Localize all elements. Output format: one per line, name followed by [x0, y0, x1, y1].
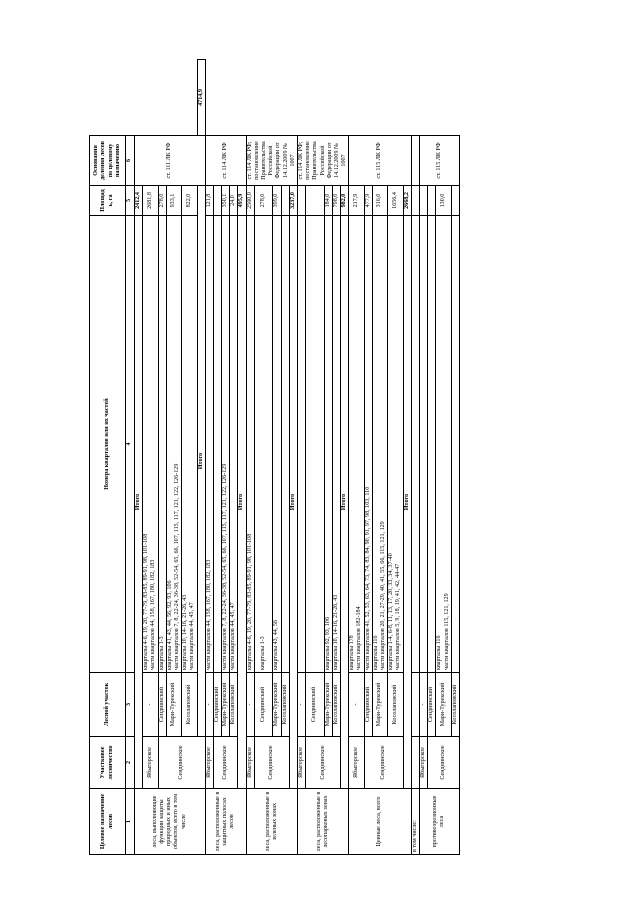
quarters-cell: кварталы 43, 44, 56: [273, 216, 281, 673]
area-cell: 495,9: [238, 186, 246, 216]
empty-cell: [411, 216, 419, 673]
header-purpose: Целевое назначение лесов: [90, 789, 126, 855]
header-basis: Основания деления лесов по целевому назначению: [90, 136, 126, 186]
quarters-cell: [213, 216, 221, 673]
district-cell: Сенднинское: [306, 737, 341, 789]
area-cell: 2681,8: [143, 186, 158, 216]
plot-cell: Косолаповский: [332, 673, 340, 737]
empty-cell: [411, 673, 419, 737]
table-row: [419, 60, 427, 855]
table-row: [135, 60, 143, 855]
col-num: 3: [126, 673, 135, 737]
subtotal-label: Итого: [238, 216, 246, 789]
table-row: [297, 60, 305, 855]
area-cell: 798,0: [332, 186, 340, 216]
area-cell: 2560,0: [246, 186, 254, 216]
subtotal-label: Итого: [197, 186, 205, 737]
area-cell: 2668,2: [403, 186, 411, 216]
plot-cell: Сенднинский: [158, 673, 166, 737]
area-cell: 217,9: [349, 186, 364, 216]
quarters-cell: [428, 216, 436, 673]
plot-cell: Косолаповский: [230, 673, 238, 737]
quarters-cell: кварталы 116 части кварталов 115, 121, 129: [436, 216, 451, 673]
district-cell: Ябыгорское: [349, 737, 364, 789]
area-cell: [281, 186, 289, 216]
plot-cell: Сенднинский: [428, 673, 436, 737]
plot-cell: Мари-Турекский: [372, 673, 387, 737]
plot-cell: Сенднинский: [213, 673, 221, 737]
subtotal-label: Итого: [341, 216, 349, 789]
quarters-cell: кварталы 1-3: [254, 216, 273, 673]
district-cell: Ябыгорское: [205, 737, 213, 789]
quarters-cell: кварталы 4-6, 19, 20, 77-79, 83-85, 89-91, 98, 101-108: [246, 216, 254, 673]
area-cell: 350,1: [222, 186, 230, 216]
col-num: 2: [126, 737, 135, 789]
area-cell: [428, 186, 436, 216]
purpose-cell: леса, расположенные в защитных полосах лесов: [205, 789, 246, 855]
quarters-cell: [297, 216, 305, 673]
empty-cell: [411, 186, 419, 216]
district-cell: Ябыгорское: [419, 737, 427, 789]
basis-cell: ст. 114 ЛК РФ; постановление Правительства Российской Федерации от 14.12.2009 № 1007: [297, 136, 348, 186]
header-quarters: Номера кварталов или их частей: [90, 216, 126, 673]
total-label: Итого: [135, 216, 143, 789]
quarters-cell: части кварталов 7, 8, 22-24, 36-38, 52-54, 65, 66, 107, 115, 117, 121, 122, 126-129: [222, 216, 230, 673]
col-num: 5: [126, 186, 135, 216]
area-cell: 24,0: [230, 186, 238, 216]
plot-cell: -: [143, 673, 158, 737]
quarters-cell: кварталы 178 части кварталов 182-184: [349, 216, 364, 673]
area-cell: [213, 186, 221, 216]
area-cell: 316,0: [372, 186, 387, 216]
including-label: в том числе:: [411, 789, 419, 855]
forest-purpose-table: [89, 59, 460, 855]
area-cell: 278,0: [254, 186, 273, 216]
quarters-cell: кварталы 10, 14-16, 21-26, 43: [332, 216, 340, 673]
purpose-cell: леса, расположенные в зеленых зонах: [246, 789, 297, 855]
basis-cell: ст. 114 ЛК РФ; постановление Правительства Российской Федерации от 14.12.2009 № 1007: [246, 136, 297, 186]
area-cell: 3237,0: [289, 186, 297, 216]
quarters-cell: кварталы 92, 93, 106: [324, 216, 332, 673]
purpose-cell: противоэрозионные леса: [419, 789, 459, 855]
header-area: Площадь, га: [90, 186, 126, 216]
district-cell: Сенднинское: [364, 737, 403, 789]
subtotal-label: Итого: [289, 216, 297, 789]
quarters-cell: [419, 216, 427, 673]
plot-cell: Косолаповский: [182, 673, 197, 737]
subtotal-label: Итого: [403, 216, 411, 789]
area-cell: 184,0: [324, 186, 332, 216]
plot-cell: Косолаповский: [281, 673, 289, 737]
basis-cell: ст. 115 ЛК РФ: [349, 136, 412, 186]
quarters-cell: части кварталов 41, 52, 53, 63, 64, 73, 74, 83, 84, 90, 91, 97, 98, 103, 110: [364, 216, 372, 673]
quarters-cell: части кварталов 44, 45, 47: [230, 216, 238, 673]
plot-cell: Мари-Турекский: [222, 673, 230, 737]
district-cell: Сенднинское: [254, 737, 289, 789]
plot-cell: Мари-Турекский: [436, 673, 451, 737]
area-cell: 933,1: [166, 186, 181, 216]
basis-cell: ст. 115 ЛК РФ: [419, 136, 459, 186]
plot-cell: Сенднинский: [254, 673, 273, 737]
area-cell: 2412,4: [135, 186, 143, 216]
quarters-cell: кварталы 116 части кварталов 20, 21, 27-29, 40, 41, 55, 66, 115, 121, 129: [372, 216, 387, 673]
table-row: [349, 60, 364, 855]
area-cell: 477,9: [364, 186, 372, 216]
col-num: 1: [126, 789, 135, 855]
area-cell: 278,0: [158, 186, 166, 216]
basis-cell: ст. 114 ЛК РФ: [205, 136, 246, 186]
rotated-table-container: [89, 60, 597, 855]
purpose-cell: Ценные леса, всего: [349, 789, 412, 855]
plot-cell: -: [419, 673, 427, 737]
quarters-cell: кварталы 1-4, 6-8, 11, 13, 17, 20, 33, 34, 37-40 части кварталов 5, 9, 18, 19, 41, 42, 44-47: [388, 216, 403, 673]
header-plot: Лесной участок: [90, 673, 126, 737]
area-cell: 130,0: [436, 186, 451, 216]
district-cell: Сенднинское: [428, 737, 460, 789]
empty-cell: [411, 136, 419, 186]
plot-cell: -: [205, 673, 213, 737]
table-row: [205, 60, 213, 855]
district-cell: Ябыгорское: [297, 737, 305, 789]
district-cell: Сенднинское: [158, 737, 205, 789]
quarters-cell: кварталы 10, 14-16, 21-26, 43 части кварталов 44, 45, 47: [182, 216, 197, 673]
plot-cell: Мари-Турекский: [273, 673, 281, 737]
table-row: [246, 60, 254, 855]
table-row: [411, 60, 419, 855]
area-cell: [451, 186, 459, 216]
plot-cell: -: [246, 673, 254, 737]
quarters-cell: кварталы 4-6, 19, 20, 77-79, 83-85, 89-91, 98, 101-108 части кварталов 44, 158, 167, 180, 182, 183: [143, 216, 158, 673]
district-cell: Ябыгорское: [143, 737, 158, 789]
empty-cell: [411, 737, 419, 789]
plot-cell: Мари-Турекский: [166, 673, 181, 737]
area-cell: [419, 186, 427, 216]
purpose-cell: леса, расположенные в лесопарковых зонах: [297, 789, 348, 855]
plot-cell: -: [297, 673, 305, 737]
quarters-cell: [281, 216, 289, 673]
quarters-cell: части кварталов 44, 158, 167, 180, 182, 183: [205, 216, 213, 673]
area-cell: 822,0: [182, 186, 197, 216]
plot-cell: -: [349, 673, 364, 737]
col-num: 4: [126, 216, 135, 673]
district-cell: Сенднинское: [213, 737, 238, 789]
area-cell: 1656,4: [388, 186, 403, 216]
area-cell: [306, 186, 325, 216]
plot-cell: Мари-Турекский: [324, 673, 332, 737]
area-cell: 982,0: [341, 186, 349, 216]
col-num: 6: [126, 136, 135, 186]
plot-cell: Косолаповский: [451, 673, 459, 737]
quarters-cell: кварталы 41, 43, 44, 56, 92, 93, 106 части кварталов 7, 8, 22-24, 36-38, 52-54, 65, 66, 107, 115, 117, 121, 122, 126-129: [166, 216, 181, 673]
plot-cell: Косолаповский: [388, 673, 403, 737]
plot-cell: Сенднинский: [306, 673, 325, 737]
area-cell: 4714,9: [197, 60, 205, 136]
area-cell: 399,0: [273, 186, 281, 216]
table-header-row: [90, 60, 126, 855]
district-cell: Ябыгорское: [246, 737, 254, 789]
quarters-cell: [306, 216, 325, 673]
header-district: Участковое лесничество: [90, 737, 126, 789]
area-cell: [297, 186, 305, 216]
quarters-cell: [451, 216, 459, 673]
area-cell: 121,8: [205, 186, 213, 216]
column-number-row: [126, 60, 135, 855]
plot-cell: Сенднинский: [364, 673, 372, 737]
purpose-cell: леса, выполняющие функции защиты природных и иных объектов, всего в том числе: [135, 789, 206, 855]
quarters-cell: кварталы 1-3: [158, 216, 166, 673]
basis-cell: ст. 111 ЛК РФ: [135, 136, 206, 186]
